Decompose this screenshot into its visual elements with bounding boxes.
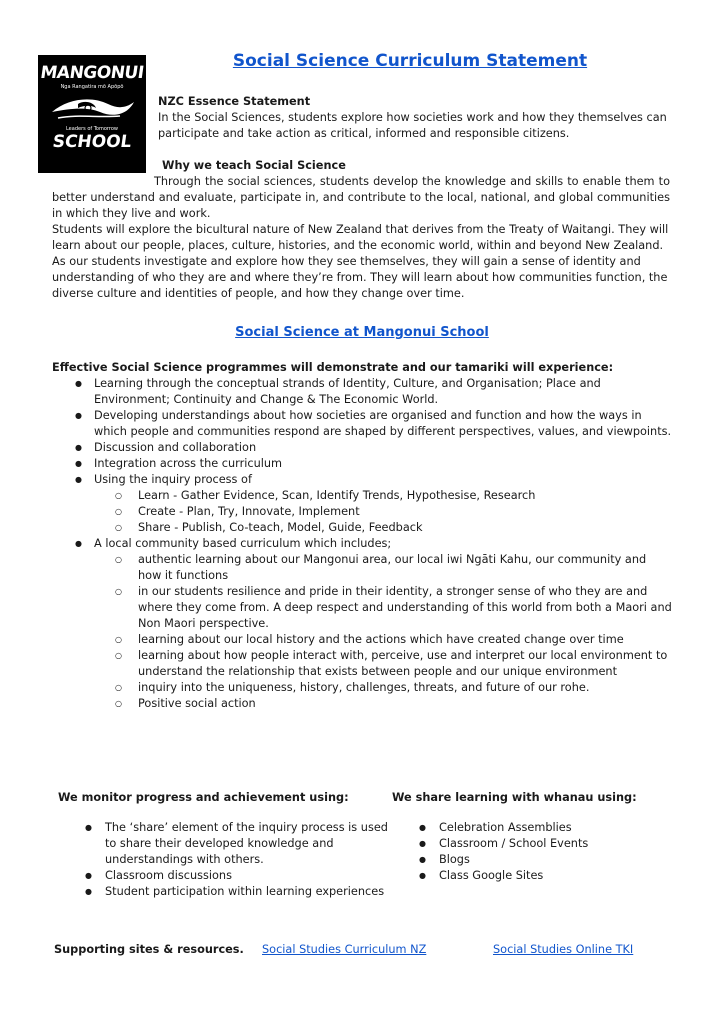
list-item: ● Blogs <box>392 852 682 868</box>
section-subtitle: Social Science at Mangonui School <box>235 325 489 340</box>
sub-list-item: ○ authentic learning about our Mangonui area, our local iwi Ngāti Kahu, our community and how it functions <box>52 552 672 584</box>
supporting-label: Supporting sites & resources. <box>54 943 244 956</box>
programmes-list <box>52 376 672 712</box>
monitor-list <box>58 820 388 900</box>
list-item: ● A local community based curriculum which includes; <box>52 536 672 552</box>
logo-emblem-icon <box>48 92 136 126</box>
sub-list-item: ○ Share - Publish, Co-teach, Model, Guide, Feedback <box>52 520 672 536</box>
logo-motto-bottom: Leaders of Tomorrow <box>65 126 118 132</box>
essence-heading: NZC Essence Statement <box>158 95 311 108</box>
logo-bottom-text: SCHOOL <box>51 132 133 152</box>
list-item: ● Discussion and collaboration <box>52 440 672 456</box>
list-item: ● Student participation within learning experiences <box>58 884 388 900</box>
monitor-heading: We monitor progress and achievement using: <box>58 791 349 804</box>
why-paragraph-1: Through the social sciences, students develop the knowledge and skills to enable them to better understand and evaluate, participate in, and contribute to the local, national, and global communities in which they live and work. <box>52 175 670 220</box>
list-item: ● The ‘share’ element of the inquiry process is used to share their developed knowledge and understandings with others. <box>58 820 388 868</box>
logo-motto-top: Nga Rangatira mō Apōpō <box>60 84 124 90</box>
online-tki-link[interactable]: Social Studies Online TKI <box>493 943 634 956</box>
list-item: ● Integration across the curriculum <box>52 456 672 472</box>
list-item: ● Developing understandings about how societies are organised and function and how the ways in which people and communities respond are shaped by different perspectives, values, and viewpoints. <box>52 408 672 440</box>
sub-list-item: ○ inquiry into the uniqueness, history, challenges, threats, and future of our rohe. <box>52 680 672 696</box>
sub-list-item: ○ Create - Plan, Try, Innovate, Implement <box>52 504 672 520</box>
list-item: ● Celebration Assemblies <box>392 820 682 836</box>
programmes-heading: Effective Social Science programmes will demonstrate and our tamariki will experience: <box>52 361 614 374</box>
share-list <box>392 820 682 884</box>
share-heading: We share learning with whanau using: <box>392 791 637 804</box>
why-paragraph-2: Students will explore the bicultural nature of New Zealand that derives from the Treaty of Waitangi. They will learn about our people, places, culture, histories, and the economic world, within and beyond New Zealand. As our students investigate and explore how they see themselves, they will gain a sense of identity and understanding of who they are and where they’re from. They will learn about how communities function, the diverse culture and identities of people, and how they change over time. <box>52 223 669 300</box>
list-item: ● Classroom discussions <box>58 868 388 884</box>
list-item: ● Learning through the conceptual strands of Identity, Culture, and Organisation; Place and Environment; Continuity and Change & The Economic World. <box>52 376 672 408</box>
sub-list-item: ○ Positive social action <box>52 696 672 712</box>
school-logo <box>38 55 146 173</box>
list-item: ● Using the inquiry process of <box>52 472 672 488</box>
list-item: ● Classroom / School Events <box>392 836 682 852</box>
sub-list-item: ○ learning about our local history and the actions which have created change over time <box>52 632 672 648</box>
logo-top-text: MANGONUI <box>39 63 145 83</box>
sub-list-item: ○ Learn - Gather Evidence, Scan, Identify Trends, Hypothesise, Research <box>52 488 672 504</box>
sub-list-item: ○ learning about how people interact with, perceive, use and interpret our local environment to understand the relationship that exists between people and our unique environment <box>52 648 672 680</box>
curriculum-nz-link[interactable]: Social Studies Curriculum NZ <box>262 943 427 956</box>
sub-list-item: ○ in our students resilience and pride in their identity, a stronger sense of who they are and where they come from. A deep respect and understanding of this world from both a Maori and Non Maori perspective. <box>52 584 672 632</box>
essence-text: In the Social Sciences, students explore how societies work and how they themselves can participate and take action as critical, informed and responsible citizens. <box>158 111 667 140</box>
page-title: Social Science Curriculum Statement <box>232 51 588 71</box>
why-heading: Why we teach Social Science <box>162 159 346 172</box>
list-item: ● Class Google Sites <box>392 868 682 884</box>
